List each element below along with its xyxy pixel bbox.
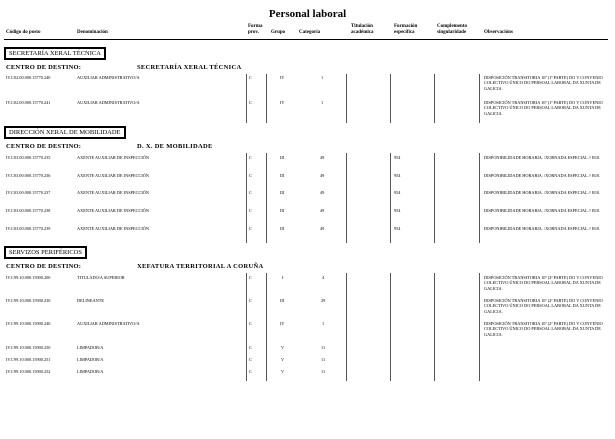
categoria: 49	[320, 173, 325, 178]
observacions: DISPONIBILIDADE HORARIA. /XORNADA ESPECIAL // B10.	[484, 226, 601, 231]
categoria: 11	[321, 345, 326, 350]
centro-value: SECRETARÍA XERAL TÉCNICA	[137, 64, 242, 71]
observacions: DISPOSICIÓN TRANSITORIA 10ª (1ª PARTE) DO V CONVENIO COLECTIVO ÚNICO DO PERSOAL LABORAL DA XUNTA DE GALICIA.	[484, 75, 603, 91]
observacions: DISPONIBILIDADE HORARIA. /XORNADA ESPECIAL // B10.	[484, 208, 601, 213]
column-separator	[346, 273, 347, 381]
forma: C	[249, 369, 252, 374]
codigo: IV.C03.00.000.15770.237	[6, 190, 51, 195]
forma: C	[249, 357, 252, 362]
header-denominacion: Denominación	[77, 30, 108, 35]
denominacion: LIMPADOR/A	[77, 357, 104, 362]
forma: C	[249, 208, 252, 213]
denominacion: AXENTE AUXILIAR DE INSPECCIÓN	[77, 208, 149, 213]
page-title: Personal laboral	[268, 8, 347, 20]
forma: C	[249, 75, 252, 80]
centro-label: CENTRO DE DESTINO:	[6, 143, 82, 150]
observacions: DISPOSICIÓN TRANSITORIA 10ª (2ª PARTE) DO V CONVENIO COLECTIVO ÚNICO DO PERSOAL LABORAL DA XUNTA DE GALICIA.	[484, 298, 603, 314]
centro-label: CENTRO DE DESTINO:	[6, 64, 82, 71]
categoria: 49	[320, 190, 325, 195]
codigo: IV.C02.00.000.15770.241	[6, 100, 51, 105]
section-title: SECRETARÍA XERAL TÉCNICA	[4, 47, 106, 60]
forma: C	[249, 275, 252, 280]
centro-value: XEFATURA TERRITORIAL A CORUÑA	[137, 263, 264, 270]
header-titulacion: Titulación académica	[351, 24, 374, 35]
grupo: III	[280, 173, 285, 178]
formacion: 954	[394, 190, 401, 195]
categoria: 49	[320, 226, 325, 231]
column-separator	[246, 153, 247, 243]
denominacion: AXENTE AUXILIAR DE INSPECCIÓN	[77, 155, 149, 160]
codigo: IV.C99.10.000.15900.240	[6, 321, 51, 326]
formacion: 954	[394, 155, 401, 160]
categoria: 49	[320, 208, 325, 213]
grupo: III	[280, 298, 285, 303]
codigo: IV.C03.00.000.15770.239	[6, 226, 51, 231]
forma: C	[249, 345, 252, 350]
denominacion: AUXILIAR ADMINISTRATIVO/A	[77, 75, 140, 80]
denominacion: LIMPADOR/A	[77, 345, 104, 350]
grupo: V	[281, 345, 285, 350]
header-codigo: Código do posto	[6, 30, 41, 35]
grupo: IV	[280, 100, 285, 105]
forma: C	[249, 298, 252, 303]
grupo: IV	[280, 321, 285, 326]
formacion: 954	[394, 173, 401, 178]
forma: C	[249, 190, 252, 195]
section-title: DIRECCIÓN XERAL DE MOBILIDADE	[4, 126, 126, 139]
categoria: 49	[320, 155, 325, 160]
column-separator	[266, 153, 267, 243]
denominacion: AUXILIAR ADMINISTRATIVO/A	[77, 100, 140, 105]
observacions: DISPONIBILIDADE HORARIA. /XORNADA ESPECIAL // B10.	[484, 155, 601, 160]
forma: C	[249, 321, 252, 326]
grupo: III	[280, 226, 285, 231]
codigo: IV.C99.10.000.15900.250	[6, 345, 51, 350]
categoria: 11	[321, 369, 326, 374]
codigo: IV.C02.00.000.15770.240	[6, 75, 51, 80]
header-complemento: Complemento singularidade	[437, 24, 467, 35]
observacions: DISPONIBILIDADE HORARIA. /XORNADA ESPECIAL // B10.	[484, 190, 601, 195]
column-separator	[346, 74, 347, 123]
codigo: IV.C03.00.000.15770.235	[6, 155, 51, 160]
denominacion: DELINEANTE	[77, 298, 104, 303]
grupo: V	[281, 369, 285, 374]
column-separator	[479, 273, 480, 381]
denominacion: TITULADO/A SUPERIOR	[77, 275, 125, 280]
formacion: 954	[394, 226, 401, 231]
forma: C	[249, 173, 252, 178]
denominacion: AUXILIAR ADMINISTRATIVO/A	[77, 321, 140, 326]
formacion: 954	[394, 208, 401, 213]
grupo: IV	[280, 75, 285, 80]
grupo: III	[280, 190, 285, 195]
column-separator	[479, 153, 480, 243]
column-separator	[266, 74, 267, 123]
denominacion: LIMPADOR/A	[77, 369, 104, 374]
observacions: DISPOSICIÓN TRANSITORIA 10ª (1ª PARTE) DO V CONVENIO COLECTIVO ÚNICO DO PERSOAL LABORAL DA XUNTA DE GALICIA.	[484, 100, 603, 116]
centro-value: D. X. DE MOBILIDADE	[137, 143, 213, 150]
column-separator	[390, 273, 391, 381]
header-forma: Forma prov.	[248, 24, 263, 35]
column-separator	[246, 74, 247, 123]
codigo: IV.C03.00.000.15770.238	[6, 208, 51, 213]
column-separator	[434, 273, 435, 381]
column-separator	[390, 153, 391, 243]
observacions: DISPONIBILIDADE HORARIA. /XORNADA ESPECIAL // B10.	[484, 173, 601, 178]
forma: C	[249, 226, 252, 231]
categoria: 11	[321, 357, 326, 362]
categoria: 1	[321, 100, 324, 105]
grupo: III	[280, 208, 285, 213]
header-divider	[4, 39, 608, 40]
column-separator	[246, 273, 247, 381]
codigo: IV.C03.00.000.15770.236	[6, 173, 51, 178]
denominacion: AXENTE AUXILIAR DE INSPECCIÓN	[77, 226, 149, 231]
grupo: III	[280, 155, 285, 160]
denominacion: AXENTE AUXILIAR DE INSPECCIÓN	[77, 190, 149, 195]
codigo: IV.C99.10.000.15900.252	[6, 369, 51, 374]
forma: C	[249, 155, 252, 160]
observacions: DISPOSICIÓN TRANSITORIA 10ª (2ª PARTE) DO V CONVENIO COLECTIVO ÚNICO DO PERSOAL LABORAL DA XUNTA DE GALICIA.	[484, 321, 603, 337]
grupo: I	[282, 275, 284, 280]
header-observacions: Observacións	[484, 30, 513, 35]
header-formacion: Formación específica	[394, 24, 418, 35]
categoria: 1	[322, 321, 325, 326]
observacions: DISPOSICIÓN TRANSITORIA 10ª (2ª PARTE) DO V CONVENIO COLECTIVO ÚNICO DO PERSOAL LABORAL DA XUNTA DE GALICIA.	[484, 275, 603, 291]
codigo: IV.C99.10.000.15900.251	[6, 357, 51, 362]
column-separator	[479, 74, 480, 123]
grupo: V	[281, 357, 285, 362]
section-title: SERVIZOS PERIFÉRICOS	[4, 246, 87, 259]
column-separator	[434, 74, 435, 123]
column-separator	[346, 153, 347, 243]
denominacion: AXENTE AUXILIAR DE INSPECCIÓN	[77, 173, 149, 178]
centro-label: CENTRO DE DESTINO:	[6, 263, 82, 270]
categoria: 1	[321, 75, 324, 80]
forma: C	[249, 100, 252, 105]
codigo: IV.C99.10.000.15900.230	[6, 298, 51, 303]
codigo: IV.C99.10.000.15900.200	[6, 275, 51, 280]
header-categoria: Categoría	[299, 30, 321, 35]
column-separator	[434, 153, 435, 243]
column-separator	[390, 74, 391, 123]
header-grupo: Grupo	[271, 30, 286, 35]
categoria: 4	[322, 275, 325, 280]
column-separator	[266, 273, 267, 381]
categoria: 29	[321, 298, 326, 303]
